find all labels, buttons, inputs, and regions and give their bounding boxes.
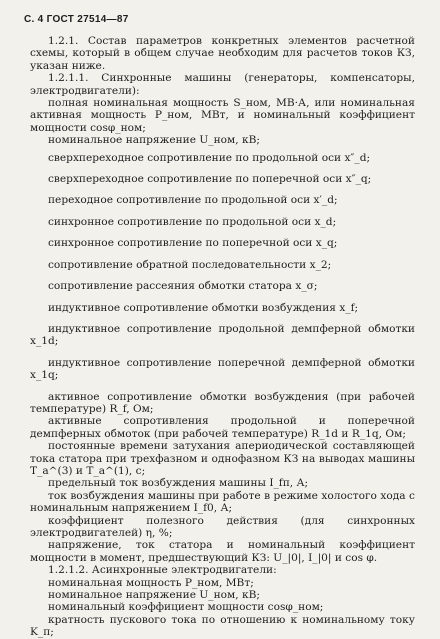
param-negative-sequence: сопротивление обратной последовательности x_2; (48, 258, 332, 271)
document-body (30, 35, 415, 639)
param-starting-current-ratio: кратность пускового тока по отношению к номинальному току K_п; (30, 613, 415, 639)
param-time-constants: постоянные времени затухания апериодической составляющей тока статора при трехфазном и однофазном КЗ на выводах машины T_a^(3) и T_a^(1), с; (30, 440, 415, 477)
paragraph-1-2-1-1: 1.2.1.1. Синхронные машины (генераторы, компенсаторы, электродвигатели): (30, 72, 415, 97)
param-rated-power: полная номинальная мощность S_ном, МВ·А, или номинальная активная мощность P_ном, МВт, и номинальный коэффициент мощности cosφ_ном; (30, 97, 415, 134)
param-field-resistance: активное сопротивление обмотки возбуждения (при рабочей температуре) R_f, Ом; (30, 390, 415, 415)
param-async-rated-voltage: номинальное напряжение U_ном, кВ; (48, 589, 260, 602)
param-synchronous-d: синхронное сопротивление по продольной оси x_d; (48, 215, 337, 228)
param-damper-d: индуктивное сопротивление продольной демпферной обмотки x_1d; (30, 322, 415, 348)
param-limit-field-current: предельный ток возбуждения машины I_fп, А; (48, 477, 309, 490)
paragraph-1-2-1-2: 1.2.1.2. Асинхронные электродвигатели: (48, 564, 277, 577)
page-header: С. 4 ГОСТ 27514—87 (24, 14, 129, 25)
param-rated-voltage: номинальное напряжение U_ном, кВ; (48, 134, 260, 147)
param-efficiency: коэффициент полезного действия (для синхронных электродвигателей) η, %; (30, 514, 415, 539)
param-prefault-state: напряжение, ток статора и номинальный коэффициент мощности в момент, предшествующий КЗ: U_|0|, I_|0| и cos φ. (30, 539, 415, 564)
param-subtransient-d: сверхпереходное сопротивление по продольной оси x″_d; (48, 151, 371, 164)
param-no-load-field-current: ток возбуждения машины при работе в режиме холостого хода с номинальным напряжением I_f0, А; (30, 489, 415, 515)
param-field-winding-inductive: индуктивное сопротивление обмотки возбуждения x_f; (48, 301, 359, 314)
param-subtransient-q: сверхпереходное сопротивление по поперечной оси x″_q; (48, 173, 372, 186)
param-async-power-factor: номинальный коэффициент мощности cosφ_ном; (48, 601, 324, 614)
paragraph-1-2-1: 1.2.1. Состав параметров конкретных элементов расчетной схемы, который в общем случае необходим для расчетов токов КЗ, указан ниже. (30, 35, 415, 72)
param-damper-q: индуктивное сопротивление поперечной демпферной обмотки x_1q; (30, 356, 415, 382)
param-transient-d: переходное сопротивление по продольной оси x′_d; (48, 194, 338, 207)
param-damper-resistances: активные сопротивления продольной и поперечной демпферных обмоток (при рабочей температуре) R_1d и R_1q, Ом; (30, 415, 415, 440)
param-stator-leakage: сопротивление рассеяния обмотки статора x_σ; (48, 280, 318, 293)
param-async-rated-power: номинальная мощность P_ном, МВт; (48, 576, 254, 589)
param-synchronous-q: синхронное сопротивление по поперечной оси x_q; (48, 237, 338, 250)
